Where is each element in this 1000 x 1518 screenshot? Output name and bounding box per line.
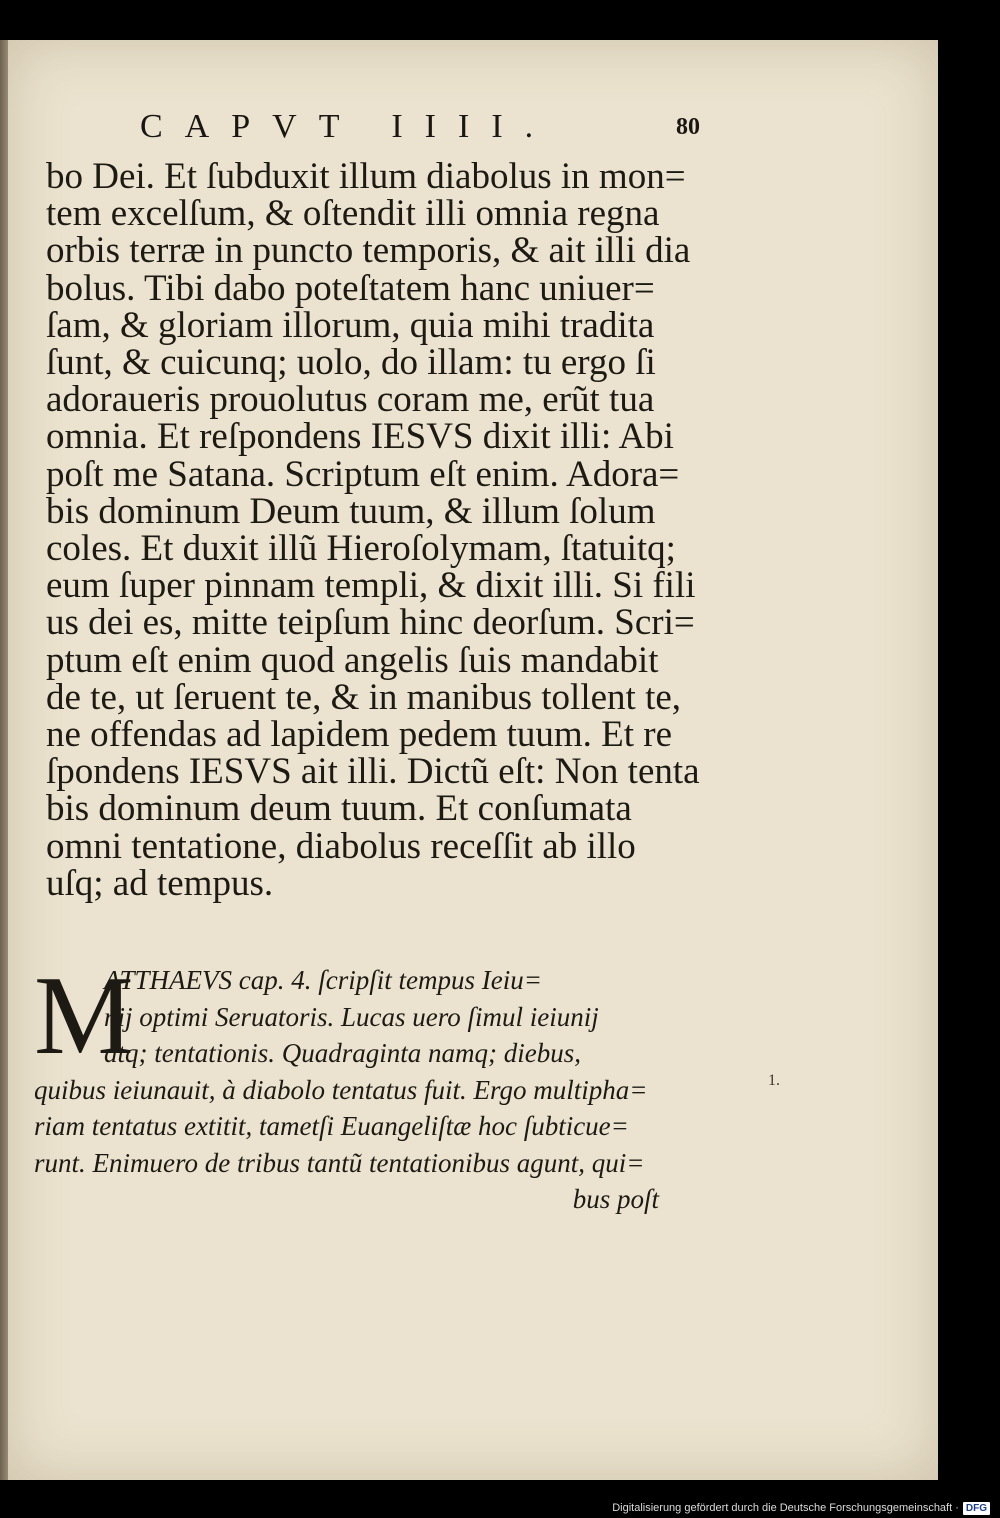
text-line: bis dominum deum tuum. Et conſumata	[46, 788, 632, 830]
commentary-line: atq; tentationis. Quadraginta namq; diebus,	[104, 1038, 581, 1068]
text-line: ne offendas ad lapidem pedem tuum. Et re	[46, 714, 673, 756]
text-line: ptum eſt enim quod angelis ſuis mandabit	[46, 639, 659, 681]
commentary-lines	[34, 954, 674, 1218]
text-line: poſt me Satana. Scriptum eſt enim. Adora=	[46, 453, 680, 495]
text-line: ſam, & gloriam illorum, quia mihi tradita	[46, 304, 655, 346]
commentary-line: ATTHAEVS cap. 4. ſcripſit tempus Ieiu=	[104, 965, 542, 995]
margin-mark: 1.	[768, 1072, 780, 1089]
footer-credit-text: Digitalisierung gefördert durch die Deutsche Forschungsgemeinschaft ·	[612, 1502, 959, 1514]
text-line: eum ſuper pinnam templi, & dixit illi. Si fili	[46, 565, 696, 607]
commentary-line: nij optimi Seruatoris. Lucas uero ſimul ieiunij	[104, 1001, 599, 1032]
drop-cap-initial: M	[34, 954, 134, 1078]
text-line: ſpondens IESVS ait illi. Dictũ eſt: Non tenta	[46, 751, 700, 793]
catchword-line: bus poſt	[572, 1184, 659, 1214]
folio-number: 80	[676, 114, 700, 140]
text-line: bolus. Tibi dabo poteſtatem hanc uniuer=	[46, 267, 655, 309]
commentary-line: quibus ieiunauit, à diabolo tentatus fuit. Ergo multipha=	[34, 1074, 648, 1105]
text-line: orbis terræ in puncto temporis, & ait illi dia	[46, 230, 691, 272]
running-head	[140, 108, 700, 148]
commentary-line: runt. Enimuero de tribus tantũ tentationibus agunt, qui=	[34, 1147, 645, 1178]
commentary-block	[34, 954, 674, 1262]
text-line: omni tentatione, diabolus receſſit ab illo	[46, 825, 636, 867]
text-line: tem excelſum, & oſtendit illi omnia regna	[46, 193, 660, 235]
main-text-block	[46, 156, 700, 904]
text-line: ſunt, & cuicunq; uolo, do illam: tu ergo ſi	[46, 342, 656, 384]
text-line: bis dominum Deum tuum, & illum ſolum	[46, 490, 656, 532]
digitization-footer	[612, 1500, 990, 1516]
text-line: omnia. Et reſpondens IESVS dixit illi: Abi	[46, 416, 674, 458]
text-line: uſq; ad tempus.	[46, 862, 274, 904]
text-line: bo Dei. Et ſubduxit illum diabolus in mon=	[46, 156, 686, 197]
text-line: de te, ut ſeruent te, & in manibus tollent te,	[46, 676, 682, 718]
dfg-logo: DFG	[963, 1502, 990, 1515]
text-line: coles. Et duxit illũ Hieroſolymam, ſtatuitq;	[46, 528, 676, 570]
text-line: us dei es, mitte teipſum hinc deorſum. Scri=	[46, 602, 695, 644]
running-head-title: CAPVT IIII.	[140, 108, 556, 145]
commentary-line: riam tentatus extitit, tametſi Euangeliſtæ hoc ſubticue=	[34, 1111, 629, 1141]
text-line: adoraueris prouolutus coram me, erũt tua	[46, 379, 655, 421]
